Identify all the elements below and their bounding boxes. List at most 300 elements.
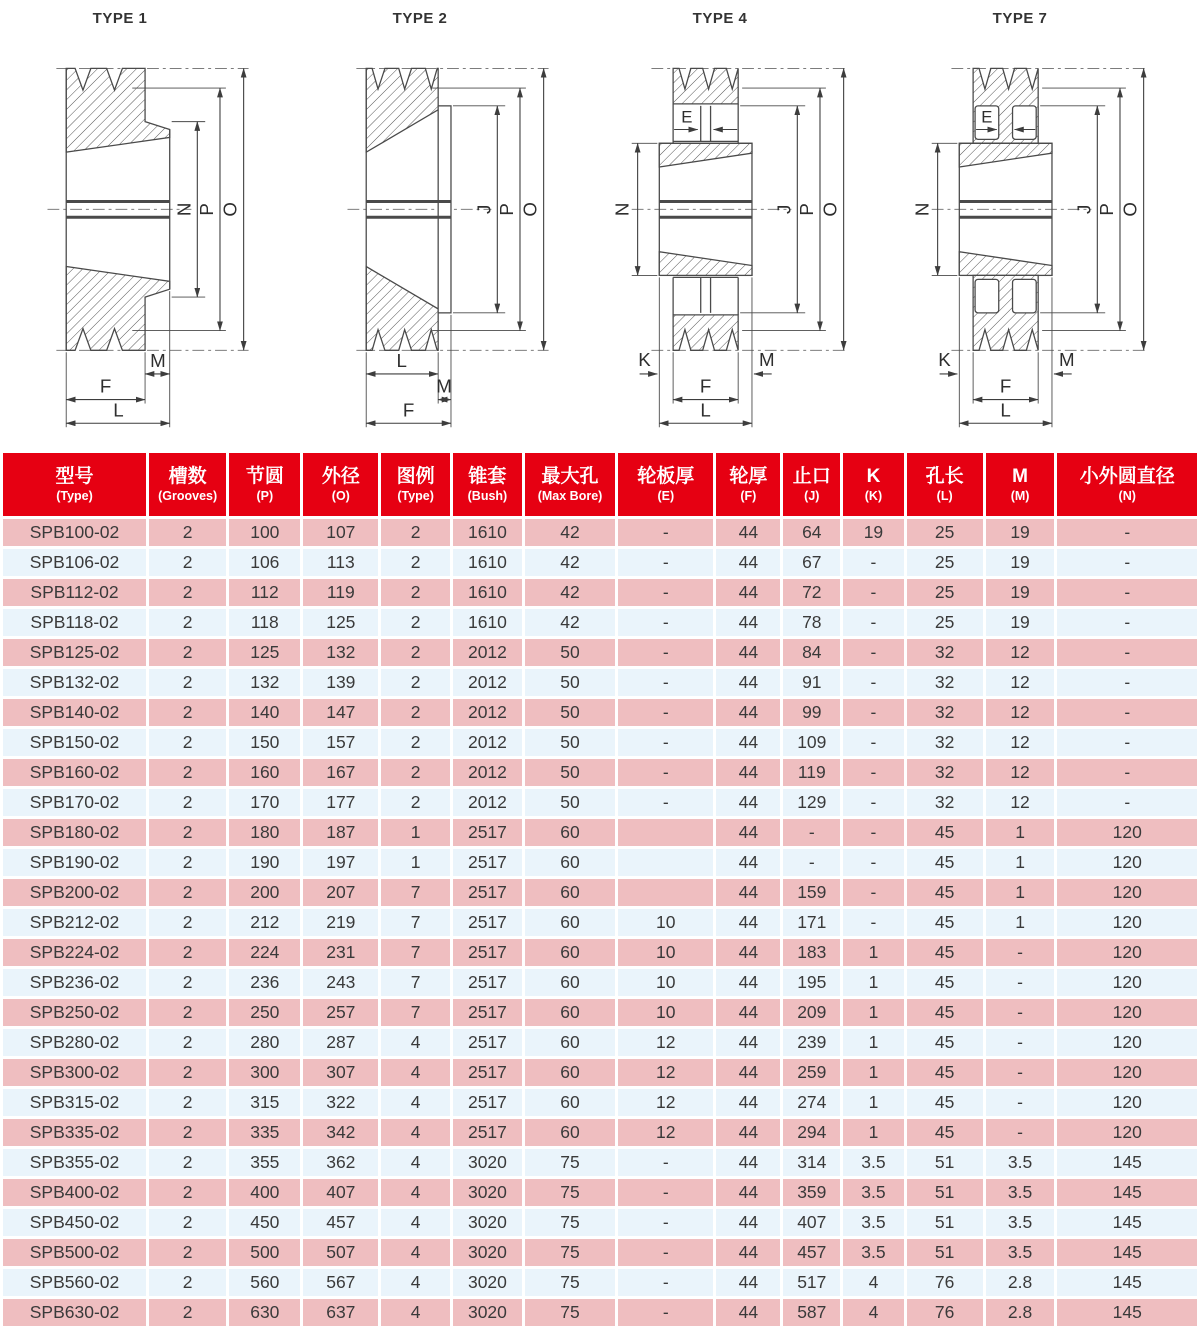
value-cell: 60 [523,998,616,1028]
value-cell: 76 [905,1298,984,1328]
value-cell: 84 [782,638,842,668]
value-cell: 120 [1056,1028,1199,1058]
value-cell: 60 [523,878,616,908]
value-cell: 120 [1056,1118,1199,1148]
value-cell: 2517 [452,818,524,848]
value-cell: 44 [715,1058,782,1088]
dim-label-n: N [612,202,633,217]
value-cell: 1 [842,968,905,998]
value-cell: 32 [905,788,984,818]
value-cell: 19 [984,548,1056,578]
value-cell: - [984,1118,1056,1148]
value-cell: 259 [782,1058,842,1088]
value-cell: - [1056,638,1199,668]
table-row [2,1118,1199,1148]
dim-label-o: O [819,202,841,217]
value-cell: - [984,1088,1056,1118]
value-cell: 140 [228,698,302,728]
table-row [2,1208,1199,1238]
value-cell: 2.8 [984,1268,1056,1298]
value-cell: 7 [380,908,452,938]
value-cell: 359 [782,1178,842,1208]
column-header: 图例 (Type) [380,452,452,518]
dim-label-l: L [700,399,711,421]
value-cell: 25 [905,608,984,638]
value-cell: 3020 [452,1238,524,1268]
value-cell: 44 [715,668,782,698]
value-cell: 2012 [452,728,524,758]
value-cell: 50 [523,698,616,728]
value-cell: 171 [782,908,842,938]
value-cell: 12 [984,638,1056,668]
value-cell: 145 [1056,1148,1199,1178]
value-cell: 99 [782,698,842,728]
value-cell: - [842,818,905,848]
value-cell: 64 [782,518,842,548]
value-cell: 167 [302,758,380,788]
value-cell: 75 [523,1148,616,1178]
pulley-cross-section-type2 [312,27,588,441]
value-cell: 219 [302,908,380,938]
value-cell: 1 [380,848,452,878]
value-cell: 335 [228,1118,302,1148]
value-cell: 32 [905,698,984,728]
value-cell: 44 [715,788,782,818]
value-cell: 294 [782,1118,842,1148]
value-cell: 3020 [452,1208,524,1238]
value-cell: 1610 [452,578,524,608]
value-cell: 44 [715,968,782,998]
value-cell: 2 [148,1238,228,1268]
spec-table-header [2,452,1199,518]
column-header: 最大孔 (Max Bore) [523,452,616,518]
technical-drawings-row [0,0,1200,448]
value-cell: 19 [984,518,1056,548]
value-cell: 2517 [452,1028,524,1058]
value-cell: - [617,1208,715,1238]
dim-label-l: L [1000,399,1011,421]
value-cell: 125 [228,638,302,668]
value-cell: - [984,1058,1056,1088]
value-cell: 51 [905,1238,984,1268]
value-cell: 32 [905,668,984,698]
value-cell: 250 [228,998,302,1028]
value-cell: 4 [380,1028,452,1058]
dim-label-n: N [173,202,195,217]
value-cell: 45 [905,1088,984,1118]
column-header: 小外圆直径 (N) [1056,452,1199,518]
value-cell: 3020 [452,1148,524,1178]
value-cell: 44 [715,578,782,608]
model-cell: SPB132-02 [2,668,148,698]
value-cell: - [842,848,905,878]
model-cell: SPB180-02 [2,818,148,848]
value-cell: 2 [148,518,228,548]
value-cell: 2.8 [984,1298,1056,1328]
value-cell: 12 [984,668,1056,698]
value-cell: 3020 [452,1178,524,1208]
drawing-title: TYPE 4 [692,10,748,27]
table-row [2,968,1199,998]
value-cell: 60 [523,1088,616,1118]
value-cell: 75 [523,1178,616,1208]
value-cell: 145 [1056,1208,1199,1238]
dim-label-m: M [758,349,775,371]
column-header: 轮板厚 (E) [617,452,715,518]
dim-label-j: J [773,204,795,215]
value-cell: 120 [1056,878,1199,908]
dim-label-k: K [938,349,951,371]
value-cell: - [617,758,715,788]
dim-label-f: F [699,375,712,397]
model-cell: SPB170-02 [2,788,148,818]
value-cell: 50 [523,788,616,818]
value-cell: 120 [1056,968,1199,998]
value-cell: - [617,698,715,728]
drawing-title: TYPE 2 [392,10,448,27]
value-cell: 314 [782,1148,842,1178]
value-cell: 100 [228,518,302,548]
column-header: 节圆 (P) [228,452,302,518]
value-cell: 2517 [452,908,524,938]
value-cell: 2 [380,608,452,638]
model-cell: SPB280-02 [2,1028,148,1058]
model-cell: SPB355-02 [2,1148,148,1178]
model-cell: SPB560-02 [2,1268,148,1298]
value-cell: 195 [782,968,842,998]
value-cell: 307 [302,1058,380,1088]
value-cell: 19 [984,608,1056,638]
value-cell: 60 [523,1028,616,1058]
value-cell: 44 [715,1118,782,1148]
value-cell: 60 [523,1118,616,1148]
value-cell: 207 [302,878,380,908]
value-cell: 2 [148,938,228,968]
value-cell: 44 [715,878,782,908]
value-cell: - [842,698,905,728]
drawing-type-1 [0,6,300,448]
value-cell: 355 [228,1148,302,1178]
value-cell: 120 [1056,1058,1199,1088]
value-cell: 45 [905,908,984,938]
value-cell: 67 [782,548,842,578]
value-cell: - [782,848,842,878]
value-cell: 12 [984,698,1056,728]
value-cell: - [1056,578,1199,608]
value-cell: 197 [302,848,380,878]
value-cell: - [842,548,905,578]
value-cell: 407 [302,1178,380,1208]
model-cell: SPB118-02 [2,608,148,638]
value-cell: 362 [302,1148,380,1178]
value-cell: 1610 [452,608,524,638]
value-cell: 212 [228,908,302,938]
value-cell: 4 [842,1298,905,1328]
value-cell: 50 [523,728,616,758]
value-cell: 2012 [452,788,524,818]
value-cell: 42 [523,518,616,548]
value-cell: 45 [905,848,984,878]
value-cell: 2517 [452,1088,524,1118]
value-cell: 4 [380,1088,452,1118]
value-cell: - [842,608,905,638]
value-cell: 78 [782,608,842,638]
model-cell: SPB236-02 [2,968,148,998]
value-cell: 75 [523,1208,616,1238]
value-cell: 109 [782,728,842,758]
table-row [2,698,1199,728]
value-cell: 7 [380,878,452,908]
value-cell: 112 [228,578,302,608]
table-row [2,878,1199,908]
value-cell: 2517 [452,1058,524,1088]
value-cell: 25 [905,548,984,578]
value-cell: 407 [782,1208,842,1238]
value-cell: 147 [302,698,380,728]
spec-table [0,450,1200,1329]
value-cell: 10 [617,998,715,1028]
value-cell: 2 [148,758,228,788]
value-cell: 1 [984,908,1056,938]
value-cell: 2 [148,968,228,998]
value-cell: 315 [228,1088,302,1118]
value-cell: 44 [715,908,782,938]
value-cell: 44 [715,1148,782,1178]
value-cell: - [842,788,905,818]
value-cell: 51 [905,1148,984,1178]
dim-label-o: O [219,202,241,217]
value-cell: 12 [984,788,1056,818]
value-cell: 120 [1056,818,1199,848]
value-cell: 2 [148,818,228,848]
value-cell: 3.5 [984,1148,1056,1178]
value-cell: - [617,728,715,758]
value-cell: 236 [228,968,302,998]
value-cell: 2517 [452,878,524,908]
pulley-cross-section-type1 [12,27,288,441]
value-cell: 170 [228,788,302,818]
table-row [2,908,1199,938]
value-cell: 4 [380,1118,452,1148]
value-cell: 51 [905,1178,984,1208]
dim-label-l: L [113,399,124,421]
value-cell: 7 [380,938,452,968]
value-cell: 231 [302,938,380,968]
table-row [2,788,1199,818]
dim-label-o: O [519,202,541,217]
dim-label-f: F [999,375,1012,397]
value-cell: 44 [715,758,782,788]
table-row [2,758,1199,788]
value-cell: 42 [523,548,616,578]
value-cell: 1 [984,848,1056,878]
model-cell: SPB100-02 [2,518,148,548]
value-cell: 25 [905,578,984,608]
dim-label-k: K [638,349,651,371]
table-row [2,638,1199,668]
value-cell: 132 [228,668,302,698]
value-cell: 2 [148,1058,228,1088]
value-cell: 4 [380,1298,452,1328]
value-cell: 75 [523,1298,616,1328]
value-cell: 119 [302,578,380,608]
value-cell: 44 [715,1028,782,1058]
value-cell: - [617,638,715,668]
value-cell: 145 [1056,1178,1199,1208]
value-cell: - [617,518,715,548]
value-cell: 91 [782,668,842,698]
value-cell: 42 [523,608,616,638]
value-cell: 60 [523,1058,616,1088]
value-cell: 3.5 [842,1178,905,1208]
table-row [2,1028,1199,1058]
value-cell: 2 [380,788,452,818]
value-cell: 44 [715,848,782,878]
value-cell: 44 [715,1208,782,1238]
value-cell: 3.5 [984,1208,1056,1238]
value-cell: 187 [302,818,380,848]
value-cell: 2517 [452,998,524,1028]
value-cell: 44 [715,698,782,728]
spec-table-body [2,518,1199,1328]
value-cell: 32 [905,758,984,788]
value-cell: 44 [715,608,782,638]
dim-label-n: N [912,202,933,217]
value-cell: 2 [148,998,228,1028]
value-cell: 637 [302,1298,380,1328]
value-cell: 10 [617,938,715,968]
value-cell: - [617,548,715,578]
value-cell: 120 [1056,908,1199,938]
value-cell: 4 [842,1268,905,1298]
header-row [2,452,1199,518]
value-cell: 45 [905,1118,984,1148]
table-row [2,818,1199,848]
value-cell: 44 [715,1238,782,1268]
value-cell: 4 [380,1148,452,1178]
value-cell: - [617,788,715,818]
value-cell: 2 [148,608,228,638]
model-cell: SPB450-02 [2,1208,148,1238]
value-cell: 118 [228,608,302,638]
value-cell: 224 [228,938,302,968]
value-cell: 3020 [452,1298,524,1328]
value-cell: 457 [302,1208,380,1238]
value-cell: 1 [842,1028,905,1058]
value-cell: 1 [842,1058,905,1088]
pulley-cross-section-type4 [612,27,888,441]
dim-label-l: L [396,350,407,372]
table-row [2,578,1199,608]
value-cell: 2 [148,698,228,728]
value-cell: 2517 [452,968,524,998]
value-cell: 76 [905,1268,984,1298]
value-cell: - [617,1148,715,1178]
drawing-type-2 [300,6,600,448]
value-cell: 3.5 [984,1178,1056,1208]
value-cell: 2 [148,1298,228,1328]
value-cell: 75 [523,1268,616,1298]
dim-label-o: O [1119,202,1141,217]
value-cell: 75 [523,1238,616,1268]
value-cell: 12 [617,1028,715,1058]
value-cell: - [1056,758,1199,788]
value-cell: - [617,1238,715,1268]
value-cell: 32 [905,728,984,758]
value-cell: 3.5 [842,1238,905,1268]
model-cell: SPB150-02 [2,728,148,758]
value-cell: 2 [148,548,228,578]
value-cell: 3020 [452,1268,524,1298]
model-cell: SPB190-02 [2,848,148,878]
value-cell: 2012 [452,668,524,698]
table-row [2,1178,1199,1208]
value-cell: 44 [715,1268,782,1298]
value-cell: - [842,728,905,758]
value-cell: 2 [148,788,228,818]
value-cell: 113 [302,548,380,578]
value-cell: 2 [148,668,228,698]
value-cell: 2 [380,578,452,608]
value-cell: 132 [302,638,380,668]
dim-label-m: M [1058,349,1075,371]
value-cell: 119 [782,758,842,788]
model-cell: SPB140-02 [2,698,148,728]
value-cell: 2517 [452,848,524,878]
value-cell: 44 [715,518,782,548]
value-cell: - [1056,668,1199,698]
value-cell: - [617,668,715,698]
value-cell: 4 [380,1238,452,1268]
value-cell: 3.5 [842,1148,905,1178]
model-cell: SPB200-02 [2,878,148,908]
value-cell: - [617,578,715,608]
value-cell: 72 [782,578,842,608]
value-cell: 243 [302,968,380,998]
dim-label-m: M [436,375,452,397]
value-cell: 45 [905,938,984,968]
value-cell: 507 [302,1238,380,1268]
drawing-type-7 [900,6,1200,448]
value-cell: 129 [782,788,842,818]
value-cell: - [842,668,905,698]
value-cell: - [842,908,905,938]
value-cell: 2012 [452,638,524,668]
value-cell: 107 [302,518,380,548]
value-cell: 32 [905,638,984,668]
value-cell: - [617,1178,715,1208]
value-cell: 2 [380,518,452,548]
column-header: 止口 (J) [782,452,842,518]
value-cell: 517 [782,1268,842,1298]
value-cell: 125 [302,608,380,638]
value-cell: 630 [228,1298,302,1328]
value-cell [617,848,715,878]
dim-label-p: P [496,203,518,216]
value-cell: 1 [842,1118,905,1148]
value-cell: 587 [782,1298,842,1328]
value-cell: 1 [984,878,1056,908]
model-cell: SPB400-02 [2,1178,148,1208]
value-cell: 2 [380,728,452,758]
value-cell: 44 [715,548,782,578]
value-cell: 145 [1056,1268,1199,1298]
value-cell: 209 [782,998,842,1028]
value-cell: 2 [148,1118,228,1148]
value-cell: 1 [842,998,905,1028]
value-cell: 50 [523,668,616,698]
value-cell: 7 [380,998,452,1028]
